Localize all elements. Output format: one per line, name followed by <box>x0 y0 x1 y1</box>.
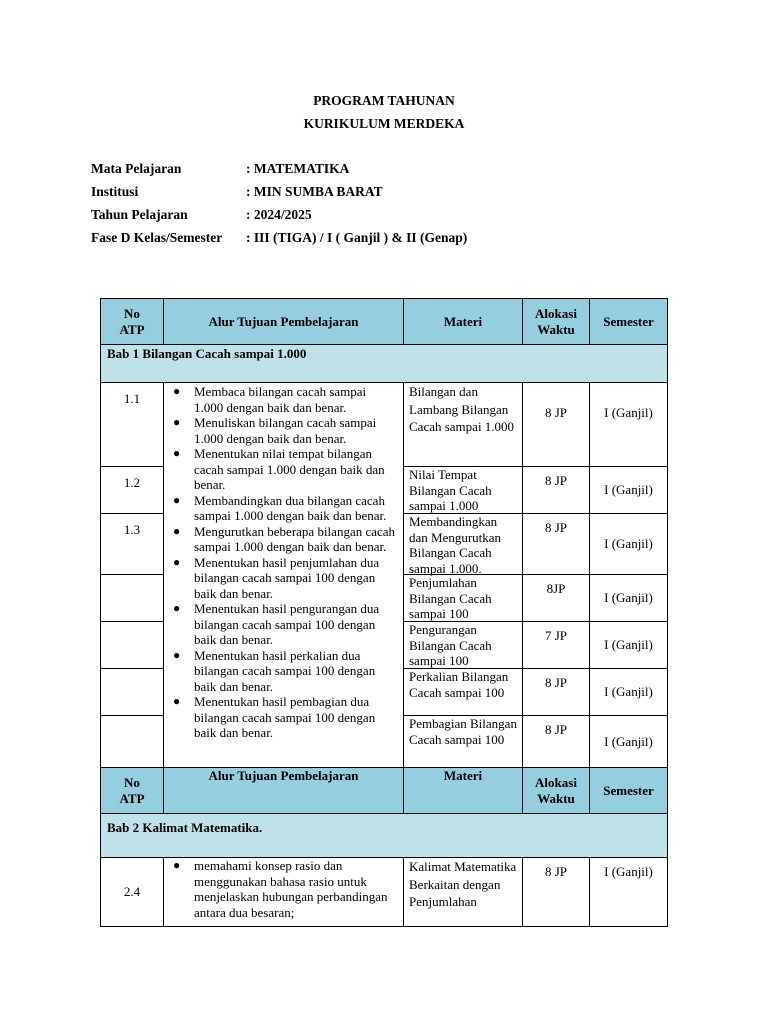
list-item <box>164 694 403 741</box>
bullet-icon: ● <box>173 601 181 615</box>
list-item <box>164 524 403 555</box>
row-alokasi: 8 JP <box>522 382 590 467</box>
row-no <box>100 574 164 622</box>
objective-text: Membandingkan dua bilangan cacah sampai 1.000 dengan baik dan benar. <box>194 492 387 523</box>
header-materi: Materi <box>403 767 523 814</box>
info-label-year: Tahun Pelajaran <box>91 207 188 222</box>
header-atp-text: ATP <box>119 321 145 337</box>
header-alur: Alur Tujuan Pembelajaran <box>163 298 404 345</box>
objective-text: Mengurutkan beberapa bilangan cacah sampai 1.000 dengan baik dan benar. <box>194 523 396 554</box>
row-semester: I (Ganjil) <box>589 621 668 669</box>
row-alokasi: 8 JP <box>522 668 590 716</box>
list-item <box>164 415 403 446</box>
header-no-text: No <box>124 306 140 321</box>
bab2-objectives-cell <box>163 857 404 927</box>
header-alokasi-text: Alokasi <box>535 306 577 321</box>
row-alokasi: 7 JP <box>522 621 590 669</box>
header-alur: Alur Tujuan Pembelajaran <box>163 767 404 814</box>
row-no: 1.2 <box>100 466 164 514</box>
info-value-subject: : MATEMATIKA <box>246 161 350 176</box>
header-alokasi-text: Alokasi <box>535 775 577 790</box>
list-item <box>164 648 403 695</box>
row-no <box>100 715 164 768</box>
row-materi: Nilai Tempat Bilangan Cacah sampai 1.000 <box>403 466 523 514</box>
objective-text: memahami konsep rasio dan menggunakan bahasa rasio untuk menjelaskan hubungan perbandingan antara dua besaran; <box>194 858 388 920</box>
section-bab2: Bab 2 Kalimat Matematika. <box>100 813 668 858</box>
row-alokasi: 8 JP <box>522 513 590 575</box>
bullet-icon: ● <box>173 384 181 398</box>
row-alokasi: 8JP <box>522 574 590 622</box>
row-materi: Penjumlahan Bilangan Cacah sampai 100 <box>403 574 523 622</box>
row-semester: I (Ganjil) <box>589 715 668 768</box>
row-materi: Perkalian Bilangan Cacah sampai 100 <box>403 668 523 716</box>
header-waktu-text: Waktu <box>537 321 575 337</box>
header-materi: Materi <box>403 298 523 345</box>
row-no <box>100 621 164 669</box>
info-value-phase: : III (TIGA) / I ( Ganjil ) & II (Genap) <box>246 230 468 245</box>
row-semester: I (Ganjil) <box>589 382 668 467</box>
objectives-list <box>164 384 403 741</box>
row-materi: Membandingkan dan Mengurutkan Bilangan Cacah sampai 1.000. <box>403 513 523 575</box>
header-no-atp <box>100 767 164 814</box>
header-atp-text: ATP <box>119 790 145 806</box>
section-bab1: Bab 1 Bilangan Cacah sampai 1.000 <box>100 344 668 383</box>
bullet-icon: ● <box>173 694 181 708</box>
bullet-icon: ● <box>173 523 181 538</box>
objective-text: Menentukan hasil penjumlahan dua bilangan cacah sampai 100 dengan baik dan benar. <box>194 554 380 601</box>
row-materi: Pembagian Bilangan Cacah sampai 100 <box>403 715 523 768</box>
row-no: 1.1 <box>100 382 164 467</box>
info-label-subject: Mata Pelajaran <box>91 161 182 176</box>
document-subtitle: KURIKULUM MERDEKA <box>303 116 465 131</box>
header-no-atp <box>100 298 164 345</box>
info-label-phase: Fase D Kelas/Semester <box>91 230 223 245</box>
header-semester: Semester <box>589 298 668 345</box>
list-item <box>164 601 403 648</box>
bullet-icon: ● <box>173 647 181 662</box>
header-alokasi <box>522 298 590 345</box>
row-materi: Bilangan dan Lambang Bilangan Cacah sampai 1.000 <box>403 382 523 467</box>
list-item <box>164 493 403 524</box>
row-materi: Pengurangan Bilangan Cacah sampai 100 <box>403 621 523 669</box>
row-semester: I (Ganjil) <box>589 513 668 575</box>
bullet-icon: ● <box>173 554 181 569</box>
bullet-icon: ● <box>173 446 181 460</box>
bab1-objectives-cell <box>163 382 404 768</box>
objectives-list <box>164 858 403 920</box>
row-no: 1.3 <box>100 513 164 575</box>
info-value-institution: : MIN SUMBA BARAT <box>246 184 383 199</box>
list-item <box>164 384 403 415</box>
info-value-year: : 2024/2025 <box>246 207 312 222</box>
row-semester: I (Ganjil) <box>589 668 668 716</box>
row-no <box>100 668 164 716</box>
document-title: PROGRAM TAHUNAN <box>313 93 455 108</box>
info-label-institution: Institusi <box>91 184 139 199</box>
bullet-icon: ● <box>173 492 181 507</box>
list-item <box>164 555 403 602</box>
row-semester: I (Ganjil) <box>589 857 668 927</box>
list-item <box>164 446 403 493</box>
objective-text: Membaca bilangan cacah sampai 1.000 dengan baik dan benar. <box>194 384 367 415</box>
header-waktu-text: Waktu <box>537 790 575 806</box>
objective-text: Menentukan hasil perkalian dua bilangan cacah sampai 100 dengan baik dan benar. <box>194 647 376 694</box>
objective-text: Menentukan nilai tempat bilangan cacah sampai 1.000 dengan baik dan benar. <box>194 446 385 492</box>
bullet-icon: ● <box>173 858 181 872</box>
row-no: 2.4 <box>100 857 164 927</box>
bullet-icon: ● <box>173 415 181 429</box>
row-alokasi: 8 JP <box>522 857 590 927</box>
header-semester: Semester <box>589 767 668 814</box>
objective-text: Menentukan hasil pembagian dua bilangan cacah sampai 100 dengan baik dan benar. <box>194 694 376 740</box>
row-alokasi: 8 JP <box>522 715 590 768</box>
row-materi: Kalimat Matematika Berkaitan dengan Penjumlahan <box>403 857 523 927</box>
list-item <box>164 858 403 920</box>
row-alokasi: 8 JP <box>522 466 590 514</box>
header-alokasi <box>522 767 590 814</box>
objective-text: Menentukan hasil pengurangan dua bilangan cacah sampai 100 dengan baik dan benar. <box>194 601 380 647</box>
row-semester: I (Ganjil) <box>589 574 668 622</box>
header-no-text: No <box>124 775 140 790</box>
objective-text: Menuliskan bilangan cacah sampai 1.000 dengan baik dan benar. <box>194 415 377 446</box>
row-semester: I (Ganjil) <box>589 466 668 514</box>
